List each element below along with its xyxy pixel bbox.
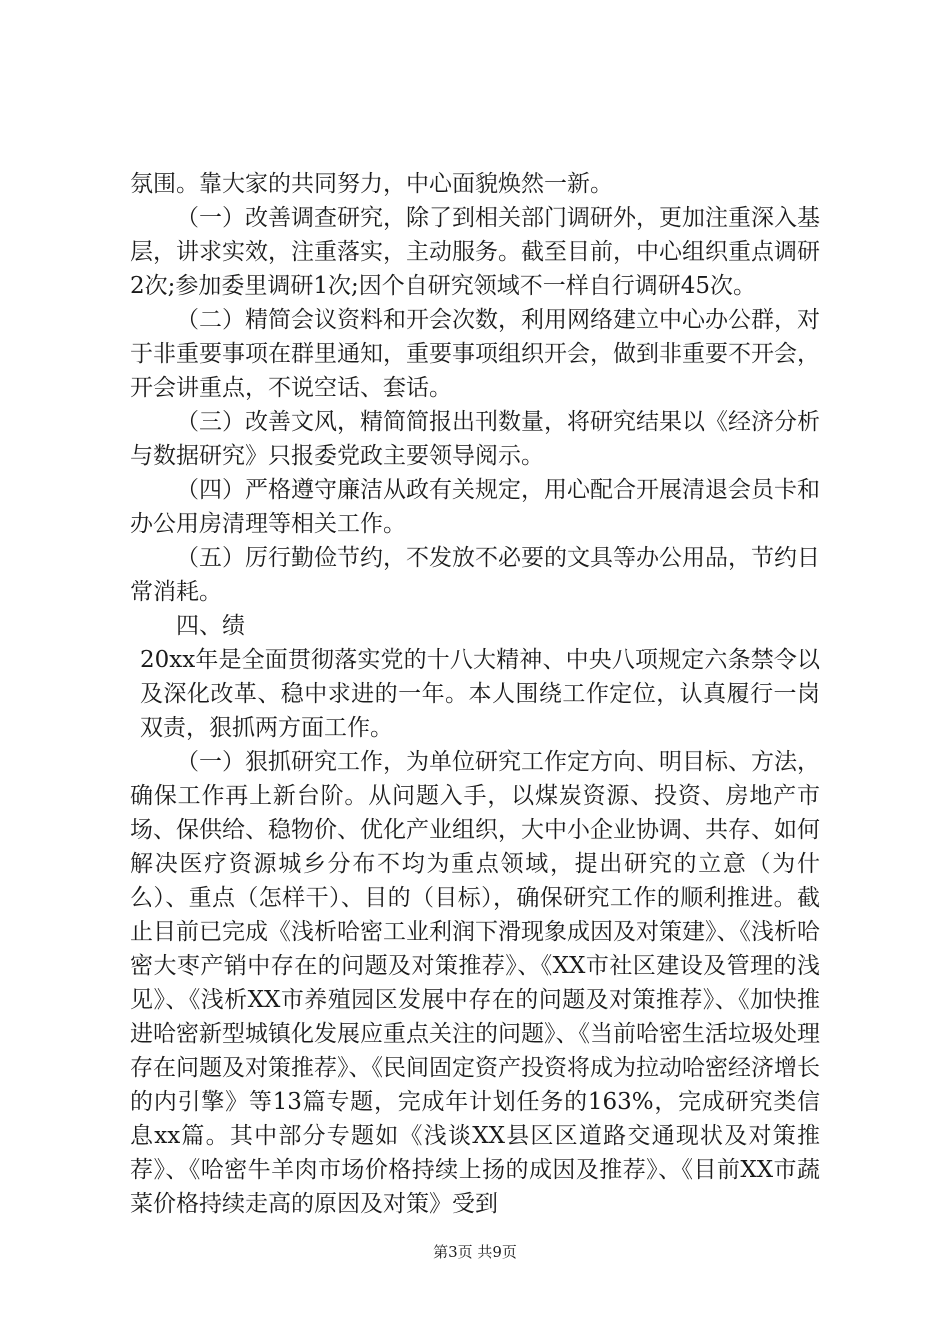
section-heading-performance: 四、绩 bbox=[176, 613, 245, 639]
paragraph-integrity: （四）严格遵守廉洁从政有关规定，用心配合开展清退会员卡和办公用房清理等相关工作。 bbox=[130, 477, 820, 537]
paragraph-continuation: 氛围。靠大家的共同努力，中心面貌焕然一新。 bbox=[130, 171, 613, 197]
page-number-footer: 第3页 共9页 bbox=[433, 1243, 517, 1261]
paragraph-writing-style: （三）改善文风，精简简报出刊数量，将研究结果以《经济分析与数据研究》只报委党政主要领导阅示。 bbox=[130, 409, 820, 469]
paragraph-frugality: （五）厉行勤俭节约，不发放不必要的文具等办公用品，节约日常消耗。 bbox=[130, 545, 820, 605]
document-body bbox=[130, 167, 820, 1221]
paragraph-meetings: （二）精简会议资料和开会次数，利用网络建立中心办公群，对于非重要事项在群里通知，重要事项组织开会，做到非重要不开会，开会讲重点，不说空话、套话。 bbox=[130, 307, 820, 401]
paragraph-research-work: （一）狠抓研究工作，为单位研究工作定方向、明目标、方法，确保工作再上新台阶。从问题入手，以煤炭资源、投资、房地产市场、保供给、稳物价、优化产业组织，大中小企业协调、共存、如何解决医疗资源城乡分布不均为重点领域，提出研究的立意（为什么）、重点（怎样干）、目的（目标），确保研究工作的顺利推进。截止目前已完成《浅析哈密工业利润下滑现象成因及对策建》、《浅析哈密大枣产销中存在的问题及对策推荐》、《XX市社区建设及管理的浅见》、《浅析XX市养殖园区发展中存在的问题及对策推荐》、《加快推进哈密新型城镇化发展应重点关注的问题》、《当前哈密生活垃圾处理存在问题及对策推荐》、《民间固定资产投资将成为拉动哈密经济增长的内引擎》等13篇专题，完成年计划任务的163%，完成研究类信息xx篇。其中部分专题如《浅谈XX县区区道路交通现状及对策推荐》、《哈密牛羊肉市场价格持续上扬的成因及推荐》、《目前XX市蔬菜价格持续走高的原因及对策》受到 bbox=[130, 749, 820, 1217]
paragraph-year-summary: 20xx年是全面贯彻落实党的十八大精神、中央八项规定六条禁令以及深化改革、稳中求进的一年。本人围绕工作定位，认真履行一岗双责，狠抓两方面工作。 bbox=[140, 647, 820, 741]
paragraph-research: （一）改善调查研究，除了到相关部门调研外，更加注重深入基层，讲求实效，注重落实，主动服务。截至目前，中心组织重点调研2次;参加委里调研1次;因个自研究领域不一样自行调研45次。 bbox=[130, 205, 820, 299]
